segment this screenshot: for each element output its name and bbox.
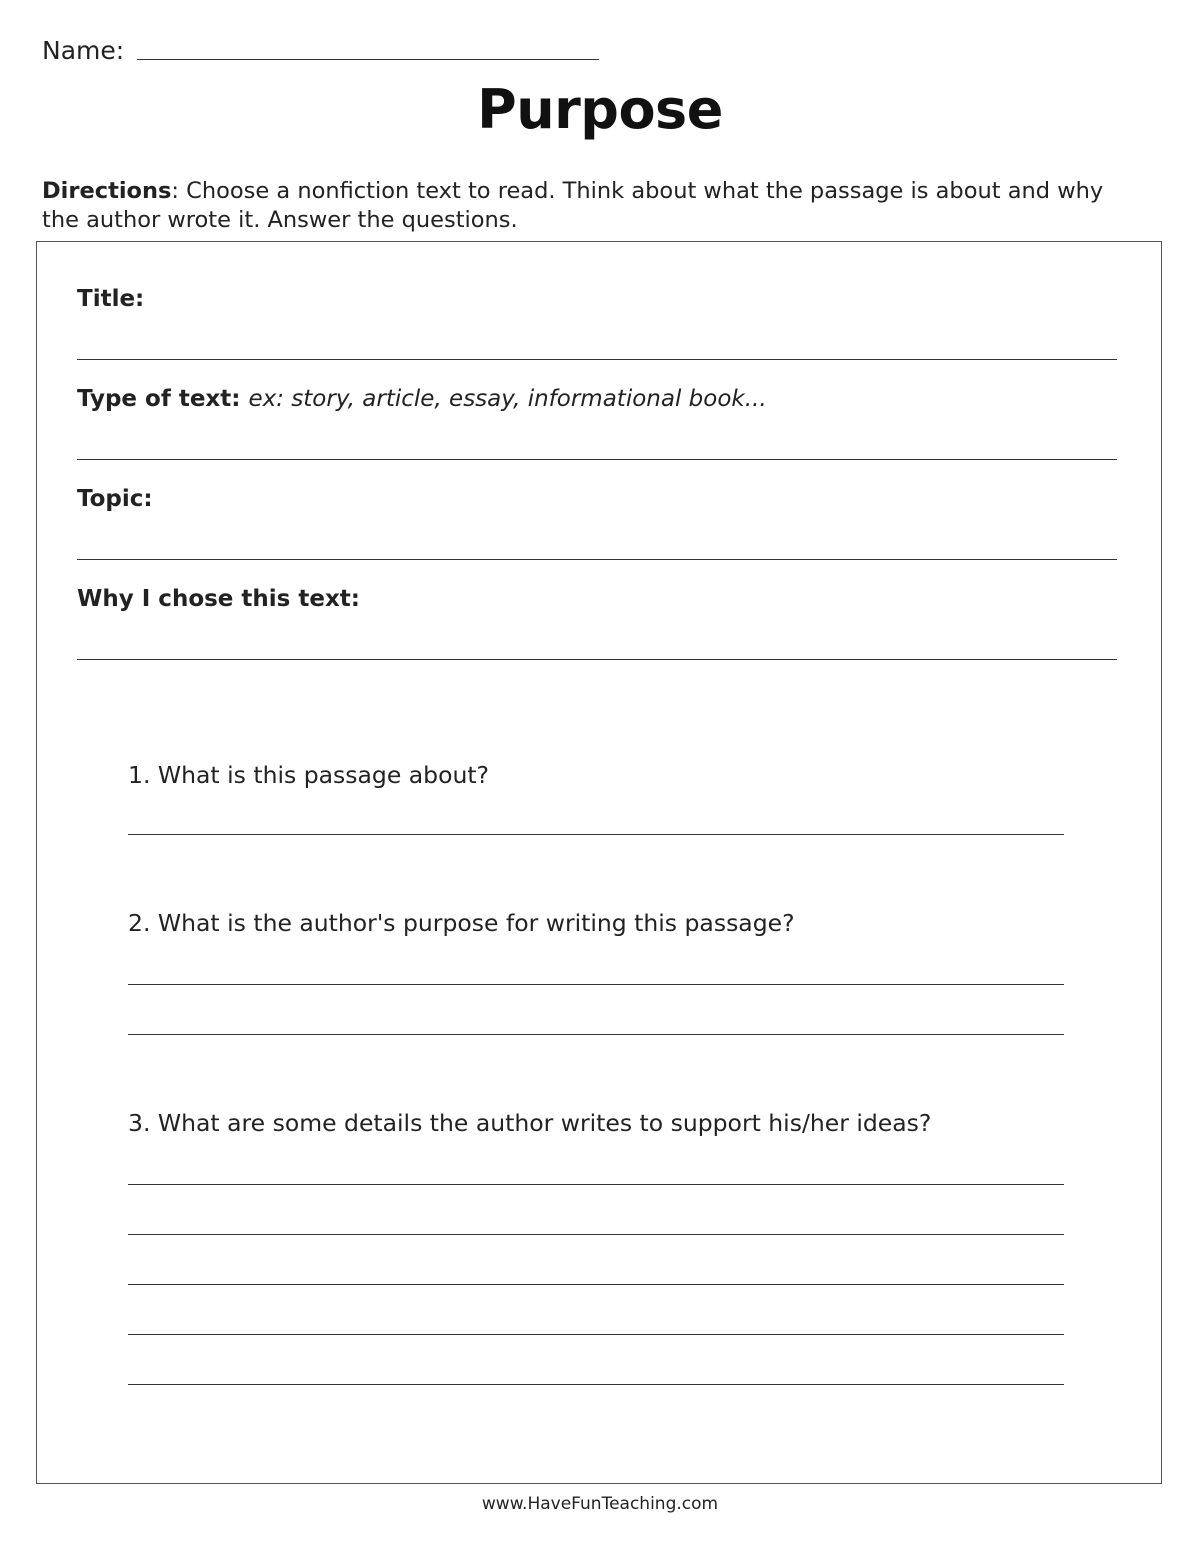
q1-answer-line[interactable]: [128, 834, 1064, 835]
directions-text: : Choose a nonfiction text to read. Think about what the passage is about and why the author wrote it. Answer the questions.: [42, 178, 1104, 233]
topic-answer-line[interactable]: [77, 559, 1117, 560]
topic-label: Topic:: [77, 486, 153, 512]
q2-answer-line[interactable]: [128, 1034, 1064, 1035]
name-label: Name:: [42, 36, 125, 65]
page-title: Purpose: [477, 78, 723, 141]
q3-answer-line[interactable]: [128, 1384, 1064, 1385]
directions-label: Directions: [42, 178, 172, 204]
q3-answer-line[interactable]: [128, 1234, 1064, 1235]
title-label: Title:: [77, 286, 145, 312]
type-of-text-label: Type of text:: [77, 386, 241, 412]
q3-answer-line[interactable]: [128, 1334, 1064, 1335]
type-answer-line[interactable]: [77, 459, 1117, 460]
q3-answer-line[interactable]: [128, 1284, 1064, 1285]
q2-answer-line[interactable]: [128, 984, 1064, 985]
title-answer-line[interactable]: [77, 359, 1117, 360]
type-of-text-hint: ex: story, article, essay, informational book...: [248, 386, 767, 412]
directions: [42, 177, 1142, 235]
worksheet-box: [36, 241, 1162, 1484]
question-3: 3. What are some details the author writes to support his/her ideas?: [128, 1109, 932, 1137]
type-of-text-field: [77, 386, 767, 412]
question-2: 2. What is the author's purpose for writing this passage?: [128, 909, 795, 937]
question-1: 1. What is this passage about?: [128, 761, 490, 789]
q3-answer-line[interactable]: [128, 1184, 1064, 1185]
name-line[interactable]: [137, 59, 599, 60]
why-chose-label: Why I chose this text:: [77, 586, 360, 612]
why-answer-line[interactable]: [77, 659, 1117, 660]
footer-website[interactable]: www.HaveFunTeaching.com: [481, 1494, 719, 1514]
